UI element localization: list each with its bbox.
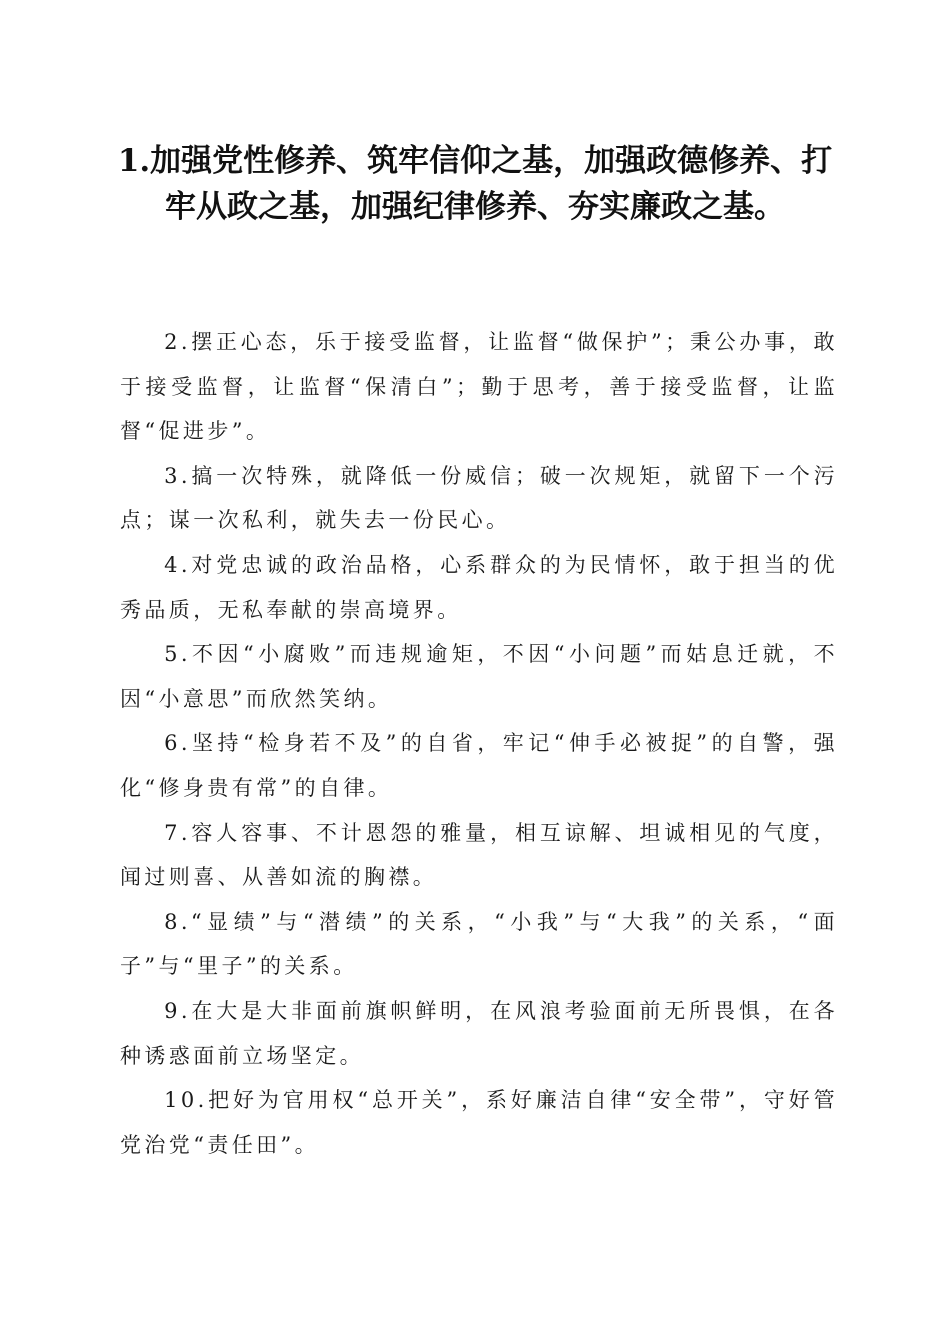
paragraph-9: 9.在大是大非面前旗帜鲜明，在风浪考验面前无所畏惧，在各种诱惑面前立场坚定。 bbox=[120, 998, 838, 1068]
paragraph-7: 7.容人容事、不计恩怨的雅量，相互谅解、坦诚相见的气度，闻过则喜、从善如流的胸襟。 bbox=[120, 820, 838, 890]
paragraph-5: 5.不因“小腐败”而违规逾矩，不因“小问题”而姑息迁就，不因“小意思”而欣然笑纳。 bbox=[120, 642, 838, 711]
paragraph-8: 8.“显绩”与“潜绩”的关系，“小我”与“大我”的关系，“面子”与“里子”的关系。 bbox=[120, 909, 838, 979]
paragraph-10: 10.把好为官用权“总开关”，系好廉洁自律“安全带”，守好管党治党“责任田”。 bbox=[120, 1088, 838, 1157]
paragraph-2: 2.摆正心态，乐于接受监督，让监督“做保护”；秉公办事，敢于接受监督，让监督“保清白”；勤于思考，善于接受监督，让监督“促进步”。 bbox=[120, 330, 838, 444]
document-title: 1.加强党性修养、筑牢信仰之基，加强政德修养、打牢从政之基，加强纪律修养、夯实廉政之基。 bbox=[117, 143, 833, 225]
paragraph-6: 6.坚持“检身若不及”的自省，牢记“伸手必被捉”的自警，强化“修身贵有常”的自律。 bbox=[120, 731, 838, 800]
paragraph-4: 4.对党忠诚的政治品格，心系群众的为民情怀，敢于担当的优秀品质，无私奉献的崇高境界。 bbox=[120, 552, 838, 622]
paragraph-3: 3.搞一次特殊，就降低一份威信；破一次规矩，就留下一个污点；谋一次私利，就失去一份民心。 bbox=[120, 463, 838, 533]
document-body bbox=[120, 320, 838, 1167]
